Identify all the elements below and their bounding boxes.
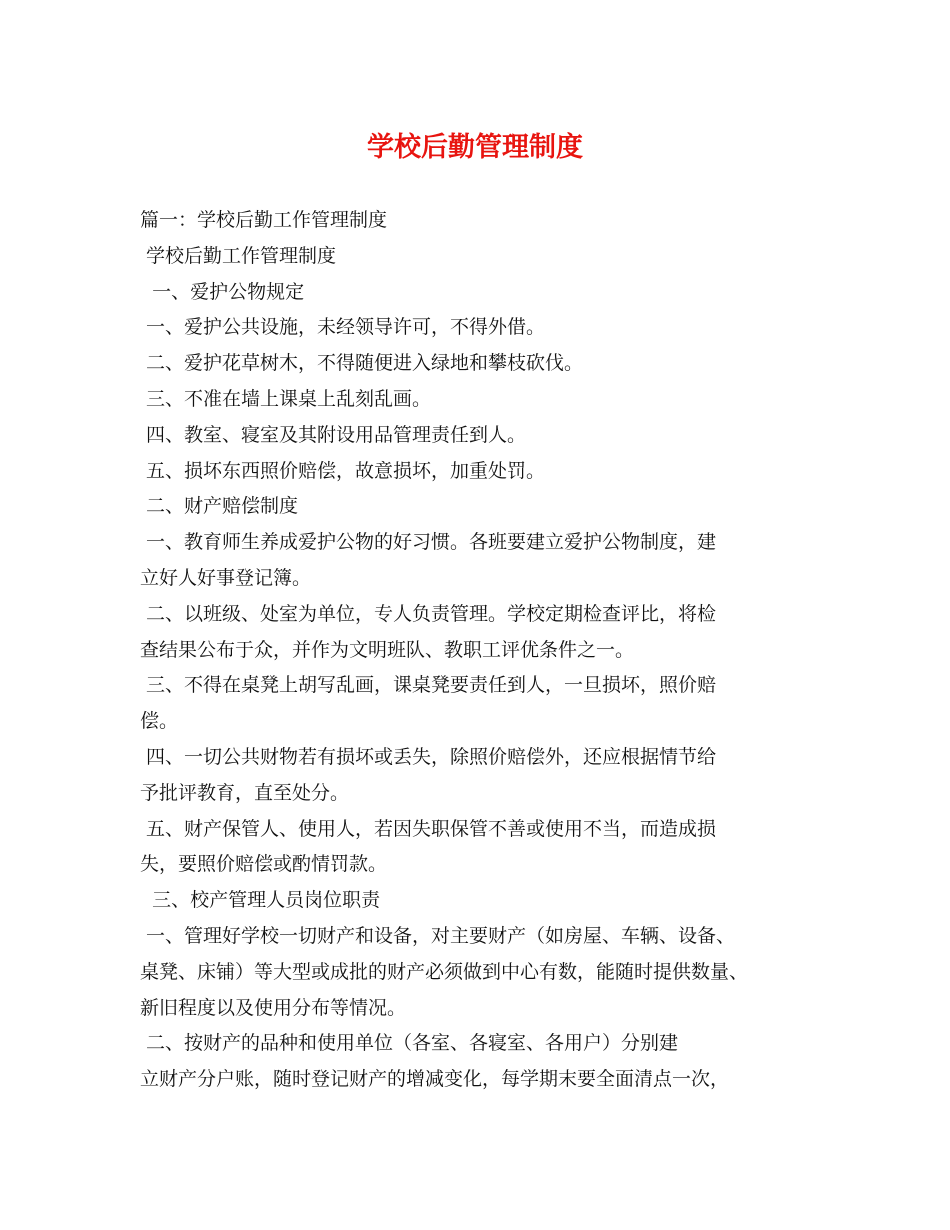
text-line: 四、一切公共财物若有损坏或丢失，除照价赔偿外，还应根据情节给	[140, 745, 717, 768]
text-line: 一、教育师生养成爱护公物的好习惯。各班要建立爱护公物制度，建	[140, 531, 717, 554]
text-line: 一、爱护公物规定	[140, 280, 305, 303]
text-line: 一、管理好学校一切财产和设备，对主要财产（如房屋、车辆、设备、	[140, 924, 736, 947]
text-line: 二、财产赔偿制度	[140, 495, 299, 518]
text-line: 桌凳、床铺）等大型或成批的财产必须做到中心有数，能随时提供数量、	[140, 960, 749, 983]
text-line: 立财产分户账，随时登记财产的增减变化，每学期末要全面清点一次，	[140, 1068, 730, 1091]
text-line: 三、校产管理人员岗位职责	[140, 889, 381, 912]
text-line: 新旧程度以及使用分布等情况。	[140, 996, 407, 1019]
text-line: 失，要照价赔偿或酌情罚款。	[140, 853, 388, 876]
text-line: 一、爱护公共设施，未经领导许可，不得外借。	[140, 316, 546, 339]
text-line: 予批评教育，直至处分。	[140, 781, 350, 804]
text-line: 查结果公布于众，并作为文明班队、教职工评优条件之一。	[140, 638, 635, 661]
text-line: 篇一：学校后勤工作管理制度	[140, 209, 388, 231]
document-title: 学校后勤管理制度	[367, 132, 583, 163]
text-line: 二、以班级、处室为单位，专人负责管理。学校定期检查评比，将检	[140, 602, 717, 625]
text-line: 偿。	[140, 710, 179, 733]
text-line: 立好人好事登记簿。	[140, 566, 312, 589]
document-body	[140, 203, 840, 1098]
text-line: 五、财产保管人、使用人，若因失职保管不善或使用不当，而造成损	[140, 817, 717, 840]
text-line: 学校后勤工作管理制度	[140, 244, 337, 267]
text-line: 二、爱护花草树木，不得随便进入绿地和攀枝砍伐。	[140, 352, 584, 375]
text-line: 三、不准在墙上课桌上乱刻乱画。	[140, 387, 432, 410]
text-line: 四、教室、寝室及其附设用品管理责任到人。	[140, 423, 527, 446]
text-line: 五、损坏东西照价赔偿，故意损坏，加重处罚。	[140, 459, 546, 482]
text-line: 三、不得在桌凳上胡写乱画，课桌凳要责任到人，一旦损坏，照价赔	[140, 674, 717, 697]
text-line: 二、按财产的品种和使用单位（各室、各寝室、各用户）分别建	[140, 1032, 679, 1055]
